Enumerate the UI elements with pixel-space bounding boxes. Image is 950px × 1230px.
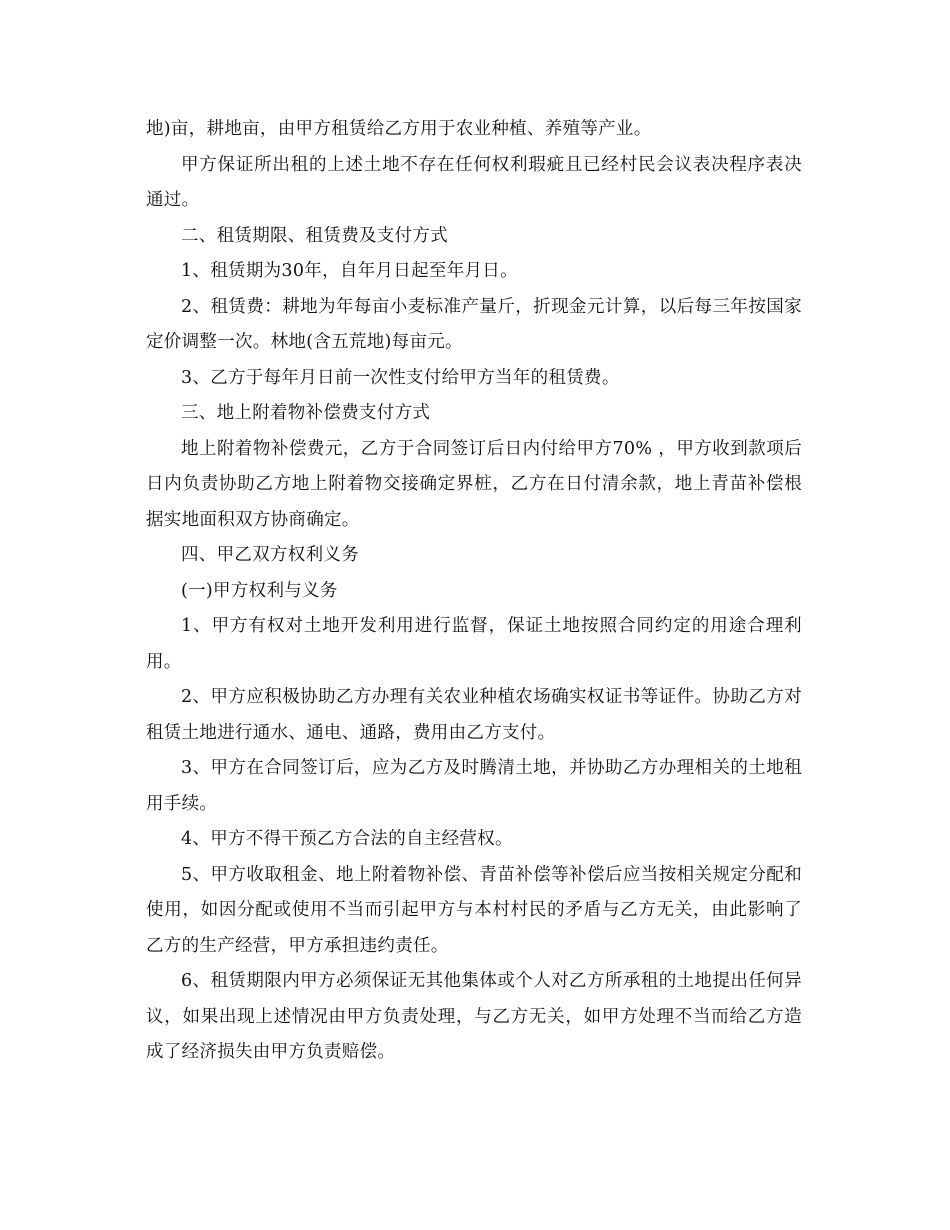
clause-party-a-rent-distribution: 5、甲方收取租金、地上附着物补偿、青苗补偿等补偿后应当按相关规定分配和使用，如因分配或使用不当而引起甲方与本村村民的矛盾与乙方无关，由此影响了乙方的生产经营，甲方承担违约责任。 [146,864,802,956]
document-body [146,112,802,1071]
section-heading-rights-obligations: 四、甲乙双方权利义务 [181,545,359,565]
paragraph-land-area: 地)亩，耕地亩，由甲方租赁给乙方用于农业种植、养殖等产业。 [146,119,652,139]
clause-party-a-assistance: 2、甲方应积极协助乙方办理有关农业种植农场确实权证书等证件。协助乙方对租赁土地进行通水、通电、通路，费用由乙方支付。 [146,687,802,743]
clause-payment-date: 3、乙方于每年月日前一次性支付给甲方当年的租赁费。 [181,367,620,388]
section-heading-term-and-fees: 二、租赁期限、租赁费及支付方式 [181,225,448,246]
paragraph-land-guarantee: 甲方保证所出租的上述土地不存在任何权利瑕疵且已经村民会议表决程序表决通过。 [146,154,802,210]
subsection-heading-party-a: (一)甲方权利与义务 [181,580,338,601]
clause-party-a-non-interference: 4、甲方不得干预乙方合法的自主经营权。 [181,829,513,849]
clause-party-a-supervision: 1、甲方有权对土地开发利用进行监督，保证土地按照合同约定的用途合理利用。 [146,616,802,672]
clause-party-a-dispute-guarantee: 6、租赁期限内甲方必须保证无其他集体或个人对乙方所承租的土地提出任何异议，如果出现上述情况由甲方负责处理，与乙方无关，如甲方处理不当而给乙方造成了经济损失由甲方负责赔偿。 [146,971,802,1062]
clause-lease-fee: 2、租赁费：耕地为年每亩小麦标准产量斤，折现金元计算，以后每三年按国家定价调整一次。林地(含五荒地)每亩元。 [146,296,802,352]
clause-compensation-payment: 地上附着物补偿费元，乙方于合同签订后日内付给甲方70% ，甲方收到款项后日内负责协助乙方地上附着物交接确定界桩，乙方在日付清余款，地上青苗补偿根据实地面积双方协商确定。 [146,438,802,530]
section-heading-compensation: 三、地上附着物补偿费支付方式 [181,403,431,423]
clause-lease-term: 1、租赁期为30年，自年月日起至年月日。 [181,261,518,281]
clause-party-a-clear-land: 3、甲方在合同签订后，应为乙方及时腾清土地，并协助乙方办理相关的土地租用手续。 [146,758,802,814]
